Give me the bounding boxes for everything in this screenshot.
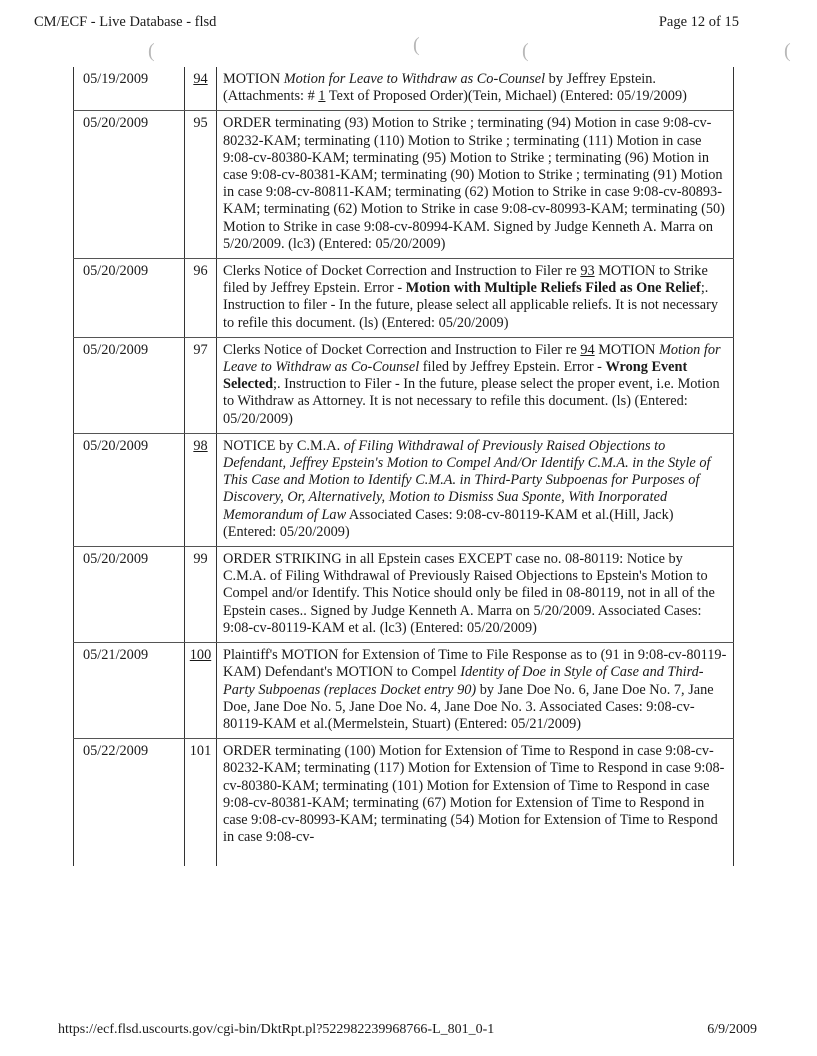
text-segment: MOTION to Strike filed by Jeffrey Epstein. Error - (223, 263, 708, 297)
docket-entry-date: 05/21/2009 (74, 643, 185, 739)
docket-entry-date: 05/19/2009 (74, 67, 185, 111)
text-segment: ;. Instruction to Filer - In the future, please select the proper event, i.e. Motion to Withdraw as Attorney. It is not necessary to refile this document. (ls) (Entered: 05/20/2009) (223, 376, 720, 427)
page-footer-url: https://ecf.flsd.uscourts.gov/cgi-bin/DktRpt.pl?522982239968766-L_801_0-1 (58, 1022, 495, 1037)
text-segment: Plaintiff's MOTION for Extension of Time to File Response as to (91 in 9:08-cv-80119-KAM) Defendant's MOTION to Compel (223, 647, 727, 681)
docket-entry-text (217, 643, 734, 739)
docket-document-link[interactable]: 94 (193, 71, 208, 87)
page-footer-date: 6/9/2009 (707, 1022, 757, 1037)
italic-text: Motion for Leave to Withdraw as Co-Counsel (283, 71, 546, 87)
docket-number-text: 99 (193, 551, 208, 568)
text-segment: MOTION (594, 341, 659, 358)
docket-entry-date: 05/20/2009 (74, 547, 185, 643)
docket-entry-row (74, 643, 734, 739)
italic-text: Identity of Doe in Style of Case and Third-Party Subpoenas (replaces Docket entry 90) (223, 664, 704, 698)
docket-entry-row (74, 547, 734, 643)
docket-entry-text (217, 67, 734, 111)
page-header-page-number: Page 12 of 15 (658, 14, 739, 30)
text-segment: by Jeffrey Epstein. (Attachments: # (223, 71, 656, 105)
docket-number-text: 101 (189, 743, 212, 760)
docket-entry-number (185, 643, 217, 739)
docket-entry-text (217, 259, 734, 338)
docket-entry-number (185, 259, 217, 338)
text-segment: Text of Proposed Order)(Tein, Michael) (Entered: 05/19/2009) (325, 88, 687, 105)
bold-text: Motion with Multiple Reliefs Filed as One Relief (405, 280, 701, 297)
text-segment: Associated Cases: 9:08-cv-80119-KAM et al.(Hill, Jack) (Entered: 05/20/2009) (223, 506, 674, 540)
document-reference-link[interactable]: 1 (318, 88, 326, 105)
text-segment: ;. Instruction to filer - In the future, please select all applicable reliefs. It is not necessary to refile this document. (ls) (Entered: 05/20/2009) (223, 280, 719, 331)
docket-entry-text (217, 111, 734, 259)
document-reference-link[interactable]: 94 (580, 341, 595, 358)
docket-entry-number (185, 739, 217, 867)
text-segment: MOTION (223, 71, 284, 87)
text-segment: Clerks Notice of Docket Correction and Instruction to Filer re (223, 341, 581, 358)
docket-entry-row (74, 67, 734, 111)
text-segment: ORDER STRIKING in all Epstein cases EXCEPT case no. 08-80119: Notice by C.M.A. of Filing Withdrawal of Previously Raised Objections to Epstein's Motion to Compel and/or Identify. This Notice should only be filed in 08-80119, not in all of the Epstein cases.. Signed by Judge Kenneth A. Marra on 5/20/2009. Associated Cases: 9:08-cv-80119-KAM et al. (lc3) (Entered: 05/20/2009) (223, 551, 715, 636)
text-segment: NOTICE by C.M.A. (223, 437, 344, 454)
italic-text: of Filing Withdrawal of Previously Raised Objections to Defendant, Jeffrey Epstein's Motion to Compel And/Or Identify C.M.A. in the Style of This Case and Motion to Identify C.M.A. in Third-Party Subpoenas for Purposes of Discovery, Or, Alternatively, Motion to Dismiss Sua Sponte, With Inorporated Memorandum of Law (223, 437, 711, 523)
docket-table (73, 67, 734, 866)
italic-text: Motion for Leave to Withdraw as Co-Counsel (223, 341, 721, 376)
docket-entry-number (185, 547, 217, 643)
docket-entry-text (217, 337, 734, 433)
scan-mark: ( (413, 34, 420, 56)
document-reference-link[interactable]: 93 (580, 263, 595, 280)
docket-table-body (74, 67, 734, 866)
docket-entry-text (217, 547, 734, 643)
docket-number-text: 97 (193, 341, 208, 358)
bold-text: Wrong Event Selected (223, 359, 688, 393)
docket-entry-date: 05/22/2009 (74, 739, 185, 867)
scan-mark: ( (148, 40, 155, 62)
docket-entry-text (217, 433, 734, 546)
scan-mark: ( (522, 40, 529, 62)
docket-entry-row (74, 111, 734, 259)
docket-entry-row (74, 433, 734, 546)
text-segment: ORDER terminating (93) Motion to Strike ; terminating (94) Motion in case 9:08-cv-80232-KAM; terminating (110) Motion to Strike ; terminating (111) Motion in case 9:08-cv-80380-KAM; terminating (95) Motion to Strike ; terminating (96) Motion in case 9:08-cv-80381-KAM; terminating (90) Motion to Strike ; terminating (91) Motion in case 9:08-cv-80811-KAM; terminating (62) Motion to Strike in case 9:08-cv-80893-KAM; terminating (62) Motion to Strike in case 9:08-cv-80993-KAM; terminating (50) Motion to Strike in case 9:08-cv-80994-KAM. Signed by Judge Kenneth A. Marra on 5/20/2009. (lc3) (Entered: 05/20/2009) (223, 115, 725, 252)
scan-mark: ( (784, 40, 791, 62)
docket-entry-date: 05/20/2009 (74, 433, 185, 546)
docket-entry-number (185, 67, 217, 111)
docket-number-text: 95 (193, 115, 208, 132)
docket-number-text: 96 (193, 263, 208, 280)
docket-entry-row (74, 337, 734, 433)
docket-entry-row (74, 739, 734, 867)
page-header-title: CM/ECF - Live Database - flsd (34, 14, 217, 30)
docket-entry-number (185, 337, 217, 433)
text-segment: ORDER terminating (100) Motion for Extension of Time to Respond in case 9:08-cv-80232-KAM; terminating (117) Motion for Extension of Time to Respond in case 9:08-cv-80380-KAM; terminating (101) Motion for Extension of Time to Respond in case 9:08-cv-80381-KAM; terminating (67) Motion for Extension of Time to Respond in case 9:08-cv-80993-KAM; terminating (54) Motion for Extension of Time to Respond in case 9:08-cv- (223, 743, 725, 846)
docket-document-link[interactable]: 100 (189, 647, 212, 664)
text-segment: Clerks Notice of Docket Correction and Instruction to Filer re (223, 263, 581, 280)
text-segment: filed by Jeffrey Epstein. Error - (419, 359, 606, 376)
docket-document-link[interactable]: 98 (193, 437, 208, 454)
docket-entry-number (185, 433, 217, 546)
docket-entry-number (185, 111, 217, 259)
docket-entry-date: 05/20/2009 (74, 337, 185, 433)
docket-entry-row (74, 259, 734, 338)
docket-entry-date: 05/20/2009 (74, 259, 185, 338)
docket-entry-date: 05/20/2009 (74, 111, 185, 259)
docket-entry-text (217, 739, 734, 867)
text-segment: by Jane Doe No. 6, Jane Doe No. 7, Jane Doe, Jane Doe No. 5, Jane Doe No. 4, Jane Doe No. 3. Associated Cases: 9:08-cv-80119-KAM et al.(Mermelstein, Stuart) (Entered: 05/21/2009) (223, 681, 714, 732)
